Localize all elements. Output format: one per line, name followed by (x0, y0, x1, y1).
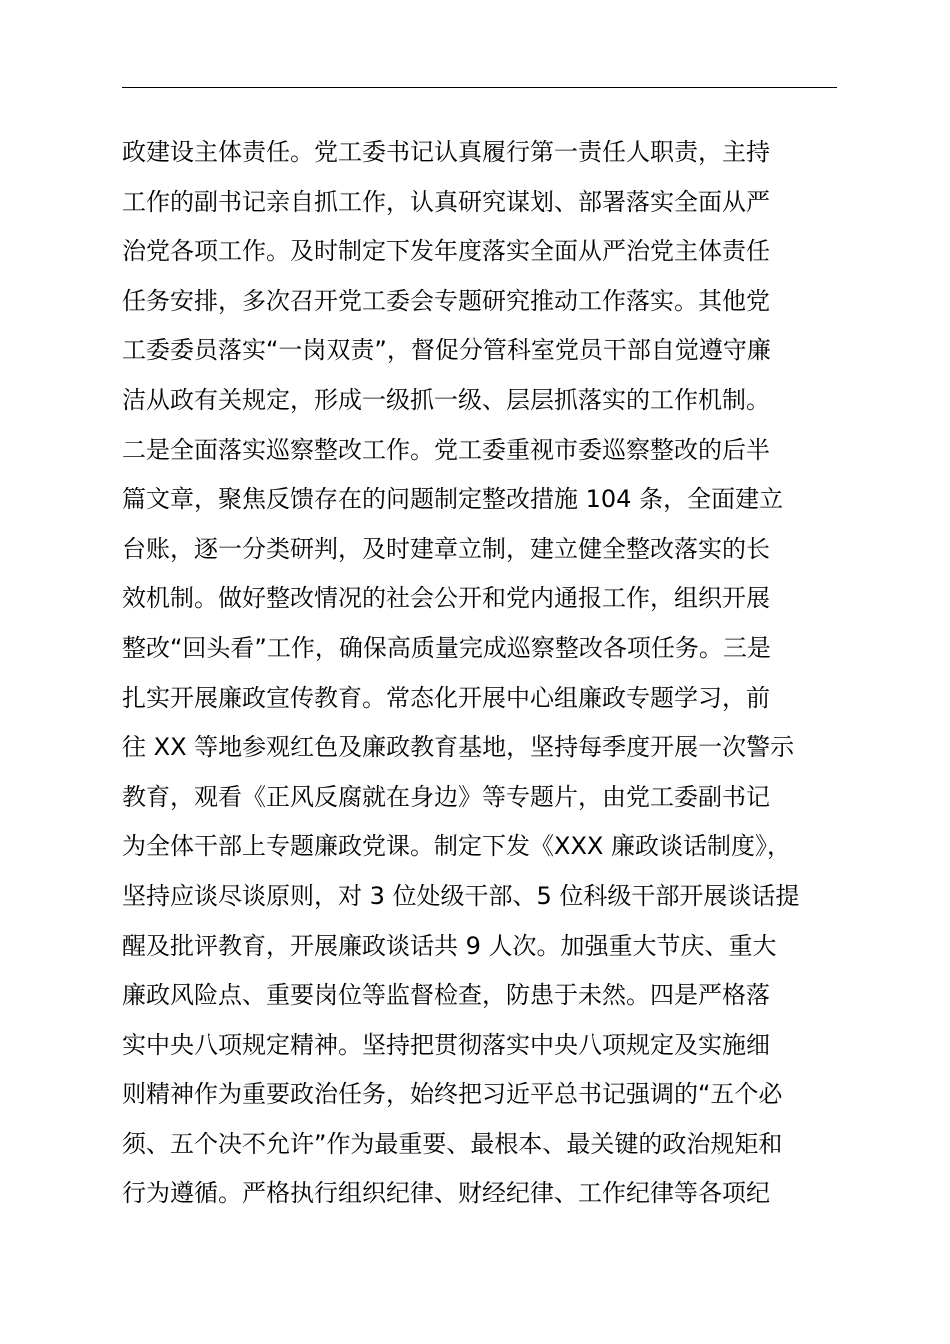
text-line: 二是全面落实巡察整改工作。党工委重视市委巡察整改的后半 (122, 435, 770, 464)
text-line: 治党各项工作。及时制定下发年度落实全面从严治党主体责任 (122, 237, 770, 266)
text-line: 任务安排，多次召开党工委会专题研究推动工作落实。其他党 (122, 286, 770, 315)
text-line: 往 XX 等地参观红色及廉政教育基地，坚持每季度开展一次警示 (122, 733, 795, 762)
text-line: 政建设主体责任。党工委书记认真履行第一责任人职责，主持 (122, 138, 770, 166)
text-line: 醒及批评教育，开展廉政谈话共 9 人次。加强重大节庆、重大 (122, 931, 777, 960)
text-line: 行为遵循。严格执行组织纪律、财经纪律、工作纪律等各项纪 (122, 1179, 770, 1208)
text-line: 工作的副书记亲自抓工作，认真研究谋划、部署落实全面从严 (122, 187, 770, 216)
text-line: 教育，观看《正风反腐就在身边》等专题片，由党工委副书记 (122, 782, 770, 811)
body-paragraph (122, 128, 882, 1219)
text-line: 台账，逐一分类研判，及时建章立制，建立健全整改落实的长 (122, 534, 770, 563)
header-rule (122, 87, 837, 88)
text-line: 工委委员落实“一岗双责”，督促分管科室党员干部自觉遵守廉 (122, 336, 771, 365)
text-line: 坚持应谈尽谈原则，对 3 位处级干部、5 位科级干部开展谈话提 (122, 881, 800, 910)
text-line: 廉政风险点、重要岗位等监督检查，防患于未然。四是严格落 (122, 981, 770, 1010)
text-line: 整改“回头看”工作，确保高质量完成巡察整改各项任务。三是 (122, 633, 771, 662)
text-line: 扎实开展廉政宣传教育。常态化开展中心组廉政专题学习，前 (122, 683, 770, 712)
text-line: 实中央八项规定精神。坚持把贯彻落实中央八项规定及实施细 (122, 1030, 770, 1059)
text-line: 洁从政有关规定，形成一级抓一级、层层抓落实的工作机制。 (122, 385, 770, 414)
text-line: 效机制。做好整改情况的社会公开和党内通报工作，组织开展 (122, 584, 770, 613)
text-line: 篇文章，聚焦反馈存在的问题制定整改措施 104 条，全面建立 (122, 485, 784, 514)
text-line: 为全体干部上专题廉政党课。制定下发《XXX 廉政谈话制度》， (122, 832, 791, 861)
text-line: 须、五个决不允许”作为最重要、最根本、最关键的政治规矩和 (122, 1129, 783, 1158)
text-line: 则精神作为重要政治任务，始终把习近平总书记强调的“五个必 (122, 1080, 783, 1109)
